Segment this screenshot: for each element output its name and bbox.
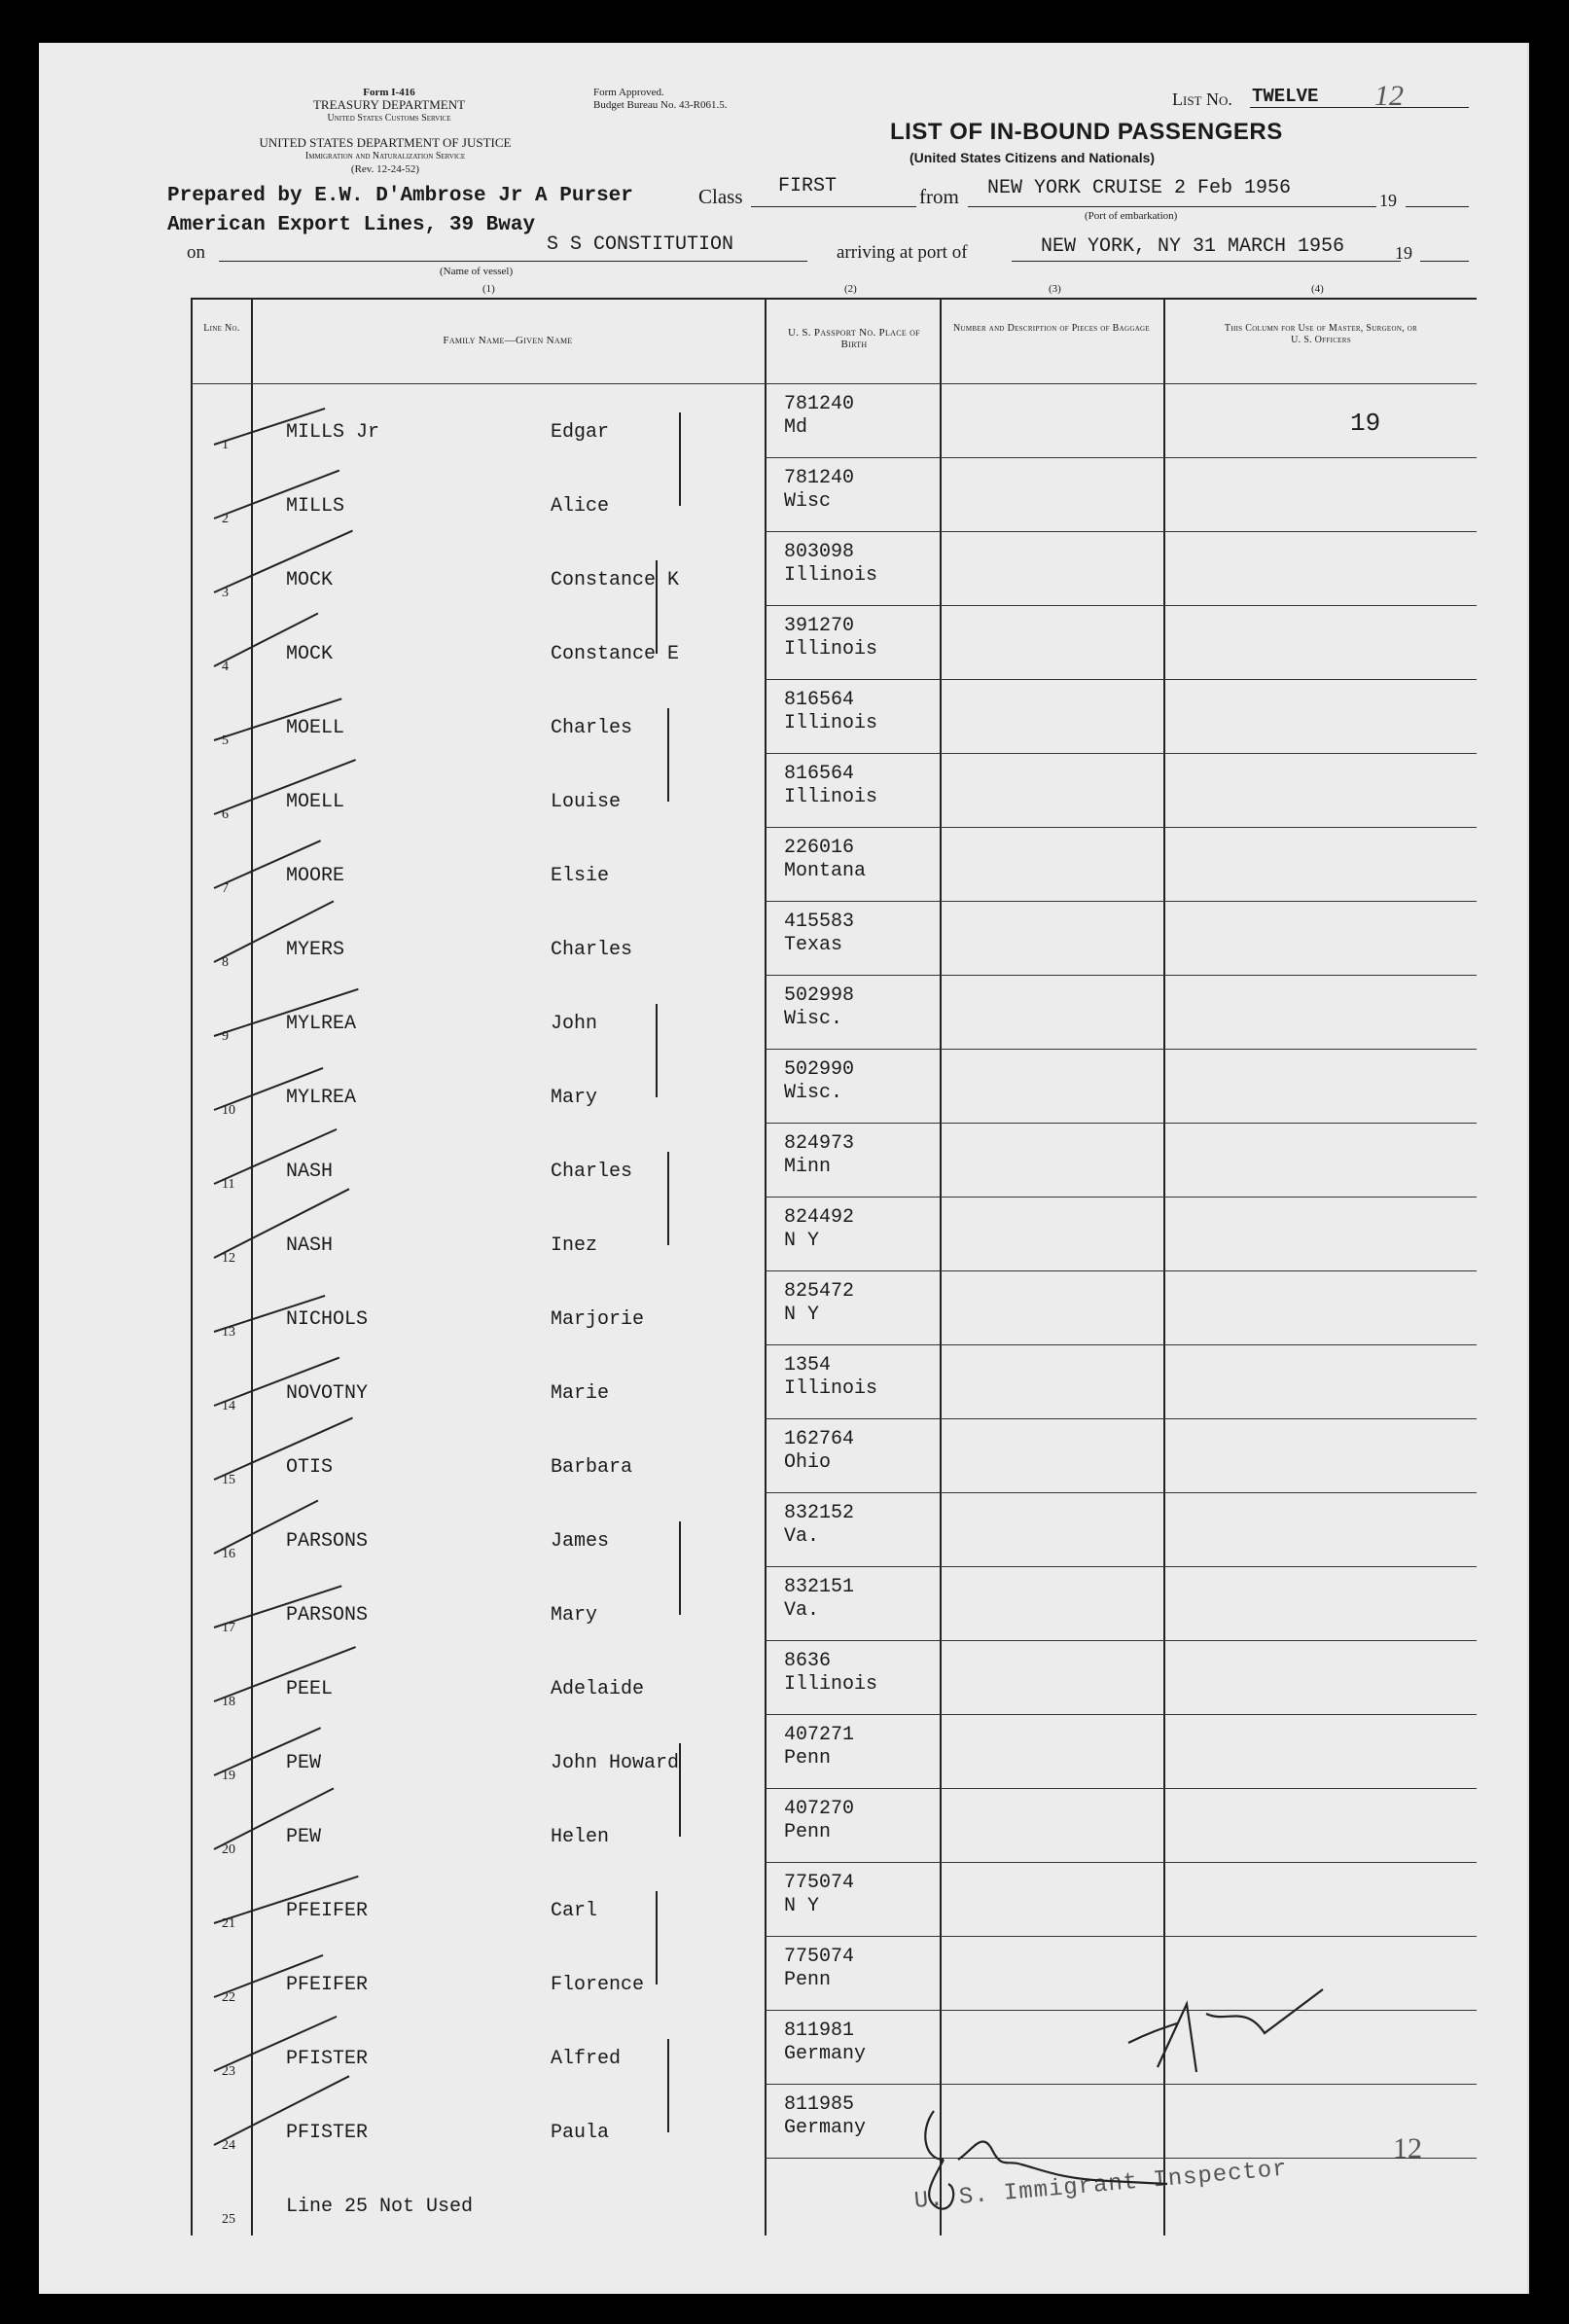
- given-name: Charles: [551, 717, 633, 739]
- place-of-birth: Penn: [784, 1747, 832, 1770]
- table-row: [193, 531, 1477, 605]
- list-no-label: List No.: [1172, 89, 1232, 109]
- table-row: [193, 1197, 1477, 1270]
- passport-number: 811985: [784, 2093, 855, 2116]
- class-value: FIRST: [778, 175, 838, 197]
- budget-bureau: Budget Bureau No. 43-R061.5.: [593, 99, 728, 111]
- line-number: 19: [222, 1769, 235, 1783]
- line-number: 9: [222, 1029, 229, 1044]
- from-label: from: [919, 185, 959, 208]
- family-name: PFEIFER: [286, 1900, 369, 1922]
- line-number: 16: [222, 1547, 235, 1561]
- family-name: PEEL: [286, 1678, 334, 1700]
- place-of-birth: Ohio: [784, 1451, 832, 1474]
- table-row: [193, 753, 1477, 827]
- given-name: Alfred: [551, 2048, 622, 2070]
- year-1: 19: [1379, 191, 1397, 210]
- given-name: James: [551, 1530, 610, 1553]
- list-no-value: TWELVE: [1252, 86, 1319, 107]
- place-of-birth: Illinois: [784, 564, 878, 587]
- table-row: [193, 1049, 1477, 1123]
- family-name: MILLS Jr: [286, 421, 380, 444]
- table-row: [193, 1492, 1477, 1566]
- given-name: Marjorie: [551, 1308, 645, 1331]
- given-name: Helen: [551, 1826, 610, 1848]
- line-25-note: Line 25 Not Used: [286, 2196, 474, 2218]
- place-of-birth: Penn: [784, 1821, 832, 1843]
- passport-number: 502990: [784, 1058, 855, 1081]
- passport-birth: [784, 1946, 854, 1992]
- line-number: 11: [222, 1177, 235, 1192]
- passport-number: 1354: [784, 1354, 832, 1377]
- place-of-birth: Illinois: [784, 786, 878, 808]
- page-number-handwritten: 12: [1393, 2132, 1422, 2164]
- family-name: PARSONS: [286, 1604, 369, 1627]
- justice-label: UNITED STATES DEPARTMENT OF JUSTICE: [259, 135, 512, 150]
- given-name: Florence: [551, 1974, 645, 1996]
- place-of-birth: N Y: [784, 1304, 820, 1326]
- table-row: [193, 457, 1477, 531]
- given-name: John: [551, 1013, 598, 1035]
- given-name: Marie: [551, 1382, 610, 1405]
- given-name: Carl: [551, 1900, 598, 1922]
- family-name: PFEIFER: [286, 1974, 369, 1996]
- family-bracket: [656, 560, 658, 654]
- table-row: [193, 1714, 1477, 1788]
- form-approved: Form Approved.: [593, 87, 664, 98]
- year-2-line: [1420, 261, 1469, 262]
- family-name: MOCK: [286, 569, 334, 591]
- table-row: [193, 1123, 1477, 1197]
- line-number: 23: [222, 2064, 235, 2079]
- table-row: [193, 383, 1477, 457]
- line-number: 18: [222, 1695, 235, 1709]
- col-header-name: Family Name—Given Name: [443, 335, 573, 346]
- passport-birth: [784, 984, 854, 1031]
- given-name: Paula: [551, 2122, 610, 2144]
- passport-birth: [784, 1798, 854, 1844]
- list-no-line: [1250, 107, 1469, 108]
- table-row: [193, 975, 1477, 1049]
- vessel-value: S S CONSTITUTION: [547, 233, 734, 256]
- line-number: 20: [222, 1842, 235, 1857]
- table-row: [193, 1270, 1477, 1344]
- place-of-birth: Wisc.: [784, 1008, 843, 1030]
- check-mark: [214, 1646, 356, 1702]
- given-name: Barbara: [551, 1456, 633, 1479]
- passport-birth: [784, 1058, 854, 1105]
- arriving-line: [1012, 261, 1401, 262]
- given-name: Louise: [551, 791, 622, 813]
- col-num-2: (2): [844, 283, 857, 295]
- col-header-officers: This Column for Use of Master, Surgeon, or U. S. Officers: [1224, 323, 1418, 345]
- table-row: [193, 1566, 1477, 1640]
- line-number: 6: [222, 807, 229, 822]
- family-name: MOELL: [286, 791, 345, 813]
- table-row: [193, 2084, 1477, 2158]
- place-of-birth: Illinois: [784, 712, 878, 734]
- arriving-value: NEW YORK, NY 31 MARCH 1956: [1041, 235, 1345, 258]
- line-number: 1: [222, 438, 229, 452]
- passport-number: 832152: [784, 1502, 855, 1524]
- on-label: on: [187, 242, 205, 263]
- port-embarkation-label: (Port of embarkation): [1085, 210, 1178, 222]
- family-bracket: [656, 1004, 658, 1097]
- given-name: Elsie: [551, 865, 610, 887]
- given-name: Edgar: [551, 421, 610, 444]
- place-of-birth: N Y: [784, 1895, 820, 1917]
- table-row: [193, 1418, 1477, 1492]
- given-name: Adelaide: [551, 1678, 645, 1700]
- passport-birth: [784, 1206, 854, 1253]
- list-no-handwritten: 12: [1374, 80, 1404, 112]
- line-number: 3: [222, 586, 229, 600]
- passport-number: 407270: [784, 1798, 855, 1820]
- vessel-label: (Name of vessel): [440, 266, 514, 277]
- col-header-baggage: Number and Description of Pieces of Baggage: [953, 323, 1150, 334]
- from-value: NEW YORK CRUISE 2 Feb 1956: [987, 177, 1292, 199]
- table-row: [193, 605, 1477, 679]
- passenger-table: [191, 298, 1477, 2235]
- family-bracket: [679, 1521, 681, 1615]
- place-of-birth: Germany: [784, 2117, 867, 2139]
- place-of-birth: Md: [784, 416, 808, 439]
- family-name: MOORE: [286, 865, 345, 887]
- given-name: John Howard: [551, 1752, 680, 1774]
- family-name: NASH: [286, 1161, 334, 1183]
- line-number: 21: [222, 1916, 235, 1931]
- class-line: [751, 206, 916, 207]
- passport-birth: [784, 467, 854, 514]
- family-bracket: [656, 1891, 658, 1984]
- table-row: [193, 1640, 1477, 1714]
- family-name: MYLREA: [286, 1013, 357, 1035]
- passport-number: 502998: [784, 984, 855, 1007]
- line-number: 22: [222, 1990, 235, 2005]
- document-title: LIST OF IN-BOUND PASSENGERS: [890, 119, 1283, 145]
- place-of-birth: Wisc: [784, 490, 832, 513]
- place-of-birth: Va.: [784, 1525, 820, 1548]
- initials-scrawl: [1119, 1975, 1333, 2092]
- table-row: [193, 827, 1477, 901]
- passport-birth: [784, 1354, 877, 1401]
- passport-number: 415583: [784, 911, 855, 933]
- passport-birth: [784, 1872, 854, 1918]
- passport-number: 816564: [784, 689, 855, 711]
- passport-number: 781240: [784, 467, 855, 489]
- line-number: 7: [222, 881, 229, 896]
- table-row: [193, 1862, 1477, 1936]
- family-name: MILLS: [286, 495, 345, 518]
- family-name: PARSONS: [286, 1530, 369, 1553]
- inspector-stamp: U. S. Immigrant Inspector: [912, 2156, 1289, 2215]
- col-header-passport: U. S. Passport No. Place of Birth: [788, 327, 920, 350]
- passport-birth: [784, 2020, 866, 2066]
- family-name: PFISTER: [286, 2048, 369, 2070]
- place-of-birth: Illinois: [784, 1673, 878, 1696]
- family-bracket: [667, 1152, 669, 1245]
- place-of-birth: N Y: [784, 1230, 820, 1252]
- family-name: PEW: [286, 1752, 322, 1774]
- place-of-birth: Va.: [784, 1599, 820, 1622]
- year-1-line: [1406, 206, 1469, 207]
- line-number: 12: [222, 1251, 235, 1266]
- passport-number: 832151: [784, 1576, 855, 1598]
- passport-number: 8636: [784, 1650, 832, 1672]
- passport-number: 824492: [784, 1206, 855, 1229]
- line-number: 24: [222, 2138, 235, 2153]
- form-number: Form I-416: [363, 87, 415, 98]
- inspector-signature: [914, 2092, 1177, 2237]
- passport-birth: [784, 1132, 854, 1179]
- passport-number: 226016: [784, 837, 855, 859]
- line-number: 4: [222, 660, 229, 674]
- given-name: Constance K: [551, 569, 680, 591]
- given-name: Inez: [551, 1234, 598, 1257]
- family-name: MYERS: [286, 939, 345, 961]
- passport-birth: [784, 541, 877, 588]
- passport-number: 407271: [784, 1724, 855, 1746]
- table-row: [193, 679, 1477, 753]
- place-of-birth: Montana: [784, 860, 867, 882]
- family-name: PFISTER: [286, 2122, 369, 2144]
- passport-number: 816564: [784, 763, 855, 785]
- family-name: NICHOLS: [286, 1308, 369, 1331]
- passport-birth: [784, 2093, 866, 2140]
- family-bracket: [667, 708, 669, 802]
- line-number: 25: [222, 2212, 235, 2227]
- table-row: [193, 1344, 1477, 1418]
- table-row: [193, 1788, 1477, 1862]
- prepared-by: Prepared by E.W. D'Ambrose Jr A Purser: [167, 185, 633, 207]
- passport-number: 391270: [784, 615, 855, 637]
- arriving-label: arriving at port of: [837, 242, 968, 263]
- line-number: 8: [222, 955, 229, 970]
- passport-birth: [784, 911, 854, 957]
- family-bracket: [667, 2039, 669, 2132]
- col-num-1: (1): [482, 283, 495, 295]
- passport-number: 825472: [784, 1280, 855, 1303]
- passport-birth: [784, 1576, 854, 1623]
- family-name: MYLREA: [286, 1087, 357, 1109]
- family-name: NOVOTNY: [286, 1382, 369, 1405]
- passport-birth: [784, 1502, 854, 1549]
- passport-number: 781240: [784, 393, 855, 415]
- family-name: NASH: [286, 1234, 334, 1257]
- family-name: PEW: [286, 1826, 322, 1848]
- place-of-birth: Texas: [784, 934, 843, 956]
- line-number: 2: [222, 512, 229, 526]
- line-number: 5: [222, 733, 229, 748]
- company-line: American Export Lines, 39 Bway: [167, 214, 536, 236]
- table-row: [193, 901, 1477, 975]
- from-line: [968, 206, 1376, 207]
- passport-birth: [784, 1428, 854, 1475]
- passport-birth: [784, 393, 854, 440]
- line-number: 17: [222, 1621, 235, 1635]
- passport-number: 824973: [784, 1132, 855, 1155]
- customs-label: United States Customs Service: [327, 113, 451, 124]
- col-header-line: Line No.: [203, 323, 240, 334]
- line-number: 14: [222, 1399, 235, 1413]
- given-name: Charles: [551, 939, 633, 961]
- place-of-birth: Wisc.: [784, 1082, 843, 1104]
- place-of-birth: Minn: [784, 1156, 832, 1178]
- place-of-birth: Illinois: [784, 1377, 878, 1400]
- passport-number: 811981: [784, 2020, 855, 2042]
- passport-birth: [784, 763, 877, 809]
- document-subtitle: (United States Citizens and Nationals): [909, 150, 1156, 165]
- ins-label: Immigration and Naturalization Service: [304, 151, 466, 161]
- passport-birth: [784, 1724, 854, 1770]
- col-num-4: (4): [1311, 283, 1324, 295]
- revision: (Rev. 12-24-52): [350, 163, 420, 175]
- family-name: OTIS: [286, 1456, 334, 1479]
- given-name: Mary: [551, 1087, 598, 1109]
- family-bracket: [679, 1743, 681, 1837]
- family-bracket: [679, 412, 681, 506]
- passport-number: 162764: [784, 1428, 855, 1450]
- place-of-birth: Germany: [784, 2043, 867, 2065]
- line-number: 15: [222, 1473, 235, 1487]
- passport-birth: [784, 1650, 877, 1697]
- passport-birth: [784, 615, 877, 661]
- place-of-birth: Penn: [784, 1969, 832, 1991]
- given-name: Constance E: [551, 643, 680, 665]
- col-num-3: (3): [1049, 283, 1061, 295]
- officer-mark: 19: [1350, 409, 1381, 438]
- class-label: Class: [698, 185, 743, 208]
- treasury-label: TREASURY DEPARTMENT: [312, 97, 466, 112]
- passport-birth: [784, 1280, 854, 1327]
- line-number: 10: [222, 1103, 235, 1118]
- passport-birth: [784, 689, 877, 735]
- family-name: MOELL: [286, 717, 345, 739]
- passport-birth: [784, 837, 866, 883]
- passport-number: 775074: [784, 1946, 855, 1968]
- given-name: Alice: [551, 495, 610, 518]
- given-name: Mary: [551, 1604, 598, 1627]
- vessel-line: [219, 261, 807, 262]
- given-name: Charles: [551, 1161, 633, 1183]
- family-name: MOCK: [286, 643, 334, 665]
- place-of-birth: Illinois: [784, 638, 878, 661]
- passport-number: 803098: [784, 541, 855, 563]
- line-number: 13: [222, 1325, 235, 1340]
- year-2: 19: [1395, 243, 1412, 263]
- passport-number: 775074: [784, 1872, 855, 1894]
